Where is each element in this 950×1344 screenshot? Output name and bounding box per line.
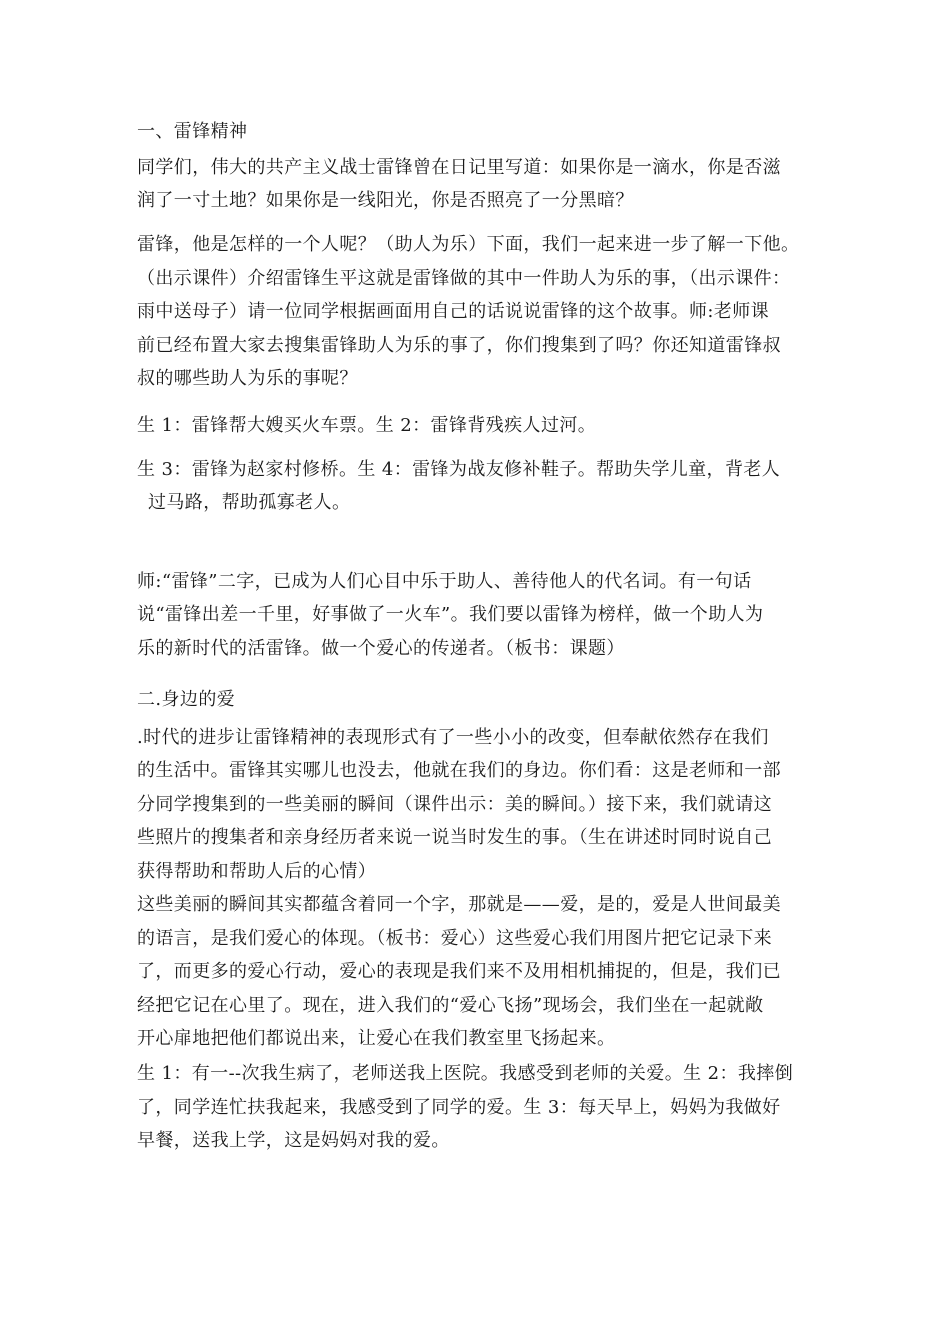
paragraph-line: 雷锋，他是怎样的一个人呢？（助人为乐）下面，我们一起来进一步了解一下他。 (137, 234, 800, 255)
student-answers-line: 生 1：有一--次我生病了，老师送我上医院。我感受到老师的关爱。生 2：我摔倒 (137, 1063, 794, 1084)
paragraph-line: 叔的哪些助人为乐的事呢？ (137, 368, 358, 389)
teacher-remark-line: 说“雷锋出差一千里，好事做了一火车”。我们要以雷锋为榜样，做一个助人为 (137, 604, 764, 625)
paragraph-line: 获得帮助和帮助人后的心情） (137, 861, 377, 882)
section-heading-love-around-us: 二.身边的爱 (137, 689, 236, 710)
paragraph-line: 前已经布置大家去搜集雷锋助人为乐的事了，你们搜集到了吗？你还知道雷锋叔 (137, 335, 781, 356)
student-answers-line: 生 3：雷锋为赵家村修桥。生 4：雷锋为战友修补鞋子。帮助失学儿童，背老人 (137, 459, 781, 480)
student-answers-line: 了，同学连忙扶我起来，我感受到了同学的爱。生 3：每天早上，妈妈为我做好 (137, 1097, 781, 1118)
paragraph-line: 了，而更多的爱心行动，爱心的表现是我们来不及用相机捕捉的，但是，我们已 (137, 961, 781, 982)
student-answers-line: 早餐，送我上学，这是妈妈对我的爱。 (137, 1130, 450, 1151)
student-answers-line: 过马路，帮助孤寡老人。 (148, 492, 351, 513)
paragraph-line: 雨中送母子）请一位同学根据画面用自己的话说说雷锋的这个故事。师:老师课 (137, 301, 770, 322)
paragraph-line: 经把它记在心里了。现在，进入我们的“爱心飞扬”现场会，我们坐在一起就敞 (137, 995, 764, 1016)
section-heading-lei-feng-spirit: 一、雷锋精神 (137, 121, 248, 142)
teacher-remark-line: 乐的新时代的活雷锋。做一个爱心的传递者。（板书：课题） (137, 638, 625, 659)
student-answers-line: 生 1：雷锋帮大嫂买火车票。生 2：雷锋背残疾人过河。 (137, 415, 597, 436)
paragraph-line: 润了一寸土地？如果你是一线阳光，你是否照亮了一分黑暗？ (137, 190, 634, 211)
paragraph-line: （出示课件）介绍雷锋生平这就是雷锋做的其中一件助人为乐的事，（出示课件： (137, 268, 791, 289)
paragraph-line: 些照片的搜集者和亲身经历者来说一说当时发生的事。（生在讲述时同时说自己 (137, 827, 772, 848)
paragraph-line: 的生活中。雷锋其实哪儿也没去，他就在我们的身边。你们看：这是老师和一部 (137, 760, 781, 781)
paragraph-line: 的语言，是我们爱心的体现。（板书：爱心）这些爱心我们用图片把它记录下来 (137, 928, 772, 949)
paragraph-line: 这些美丽的瞬间其实都蕴含着同一个字，那就是——爱，是的，爱是人世间最美 (137, 894, 781, 915)
paragraph-line: .时代的进步让雷锋精神的表现形式有了一些小小的改变，但奉献依然存在我们 (137, 727, 769, 748)
teacher-remark-line: 师:“雷锋”二字，已成为人们心目中乐于助人、善待他人的代名词。有一句话 (137, 571, 752, 592)
paragraph-line: 开心扉地把他们都说出来，让爱心在我们教室里飞扬起来。 (137, 1028, 616, 1049)
paragraph-line: 分同学搜集到的一些美丽的瞬间（课件出示：美的瞬间。）接下来，我们就请这 (137, 794, 772, 815)
paragraph-line: 同学们，伟大的共产主义战士雷锋曾在日记里写道：如果你是一滴水，你是否滋 (137, 157, 781, 178)
